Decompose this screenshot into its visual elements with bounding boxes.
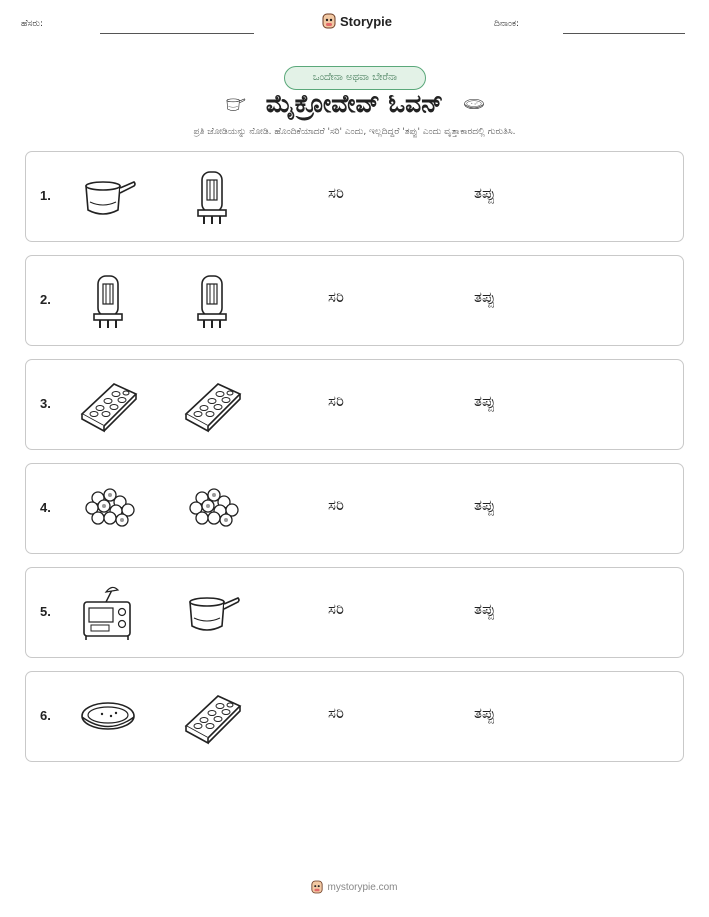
option-correct[interactable]: ಸರಿ [328, 600, 344, 618]
option-wrong[interactable]: ತಪ್ಪು [474, 392, 496, 410]
name-label: ಹೆಸರು: [21, 19, 44, 29]
magnetron-icon [182, 270, 242, 330]
option-correct[interactable]: ಸರಿ [328, 704, 344, 722]
magnetron-icon [78, 270, 138, 330]
question-row [25, 567, 684, 658]
brand-logo [322, 13, 392, 29]
question-row [25, 359, 684, 450]
tray-icon [78, 374, 138, 434]
bowl-icon [457, 93, 491, 115]
cup-icon [218, 93, 252, 115]
page-title: ಮೈಕ್ರೋವೇವ್ ಓವನ್ [265, 89, 444, 118]
option-wrong[interactable]: ತಪ್ಪು [474, 496, 496, 514]
name-field-line[interactable] [100, 33, 254, 34]
microwave-icon [78, 582, 138, 642]
title-row [0, 89, 709, 119]
question-row [25, 255, 684, 346]
question-number: 1. [40, 188, 51, 203]
option-wrong[interactable]: ತಪ್ಪು [474, 184, 496, 202]
date-label: ದಿನಾಂಕ: [494, 19, 520, 29]
date-field-line[interactable] [563, 33, 685, 34]
magnetron-icon [182, 166, 242, 226]
option-wrong[interactable]: ತಪ್ಪು [474, 288, 496, 306]
worksheet-type-badge: ಒಂದೇನಾ ಅಥವಾ ಬೇರೆನಾ [284, 66, 426, 90]
question-row [25, 151, 684, 242]
option-wrong[interactable]: ತಪ್ಪು [474, 704, 496, 722]
popcorn-icon [78, 478, 138, 538]
option-correct[interactable]: ಸರಿ [328, 288, 344, 306]
question-number: 4. [40, 500, 51, 515]
instructions: ಪ್ರತಿ ಜೋಡಿಯನ್ನು ನೋಡಿ. ಹೊಂದಿಕೆಯಾದರೆ 'ಸರಿ' ಎಂದು, ಇಲ್ಲದಿದ್ದರೆ 'ತಪ್ಪು' ಎಂದು ವೃತ್ತಾಕಾರದಲ್ಲಿ ಗುರುತಿಸಿ. [193, 127, 516, 137]
option-correct[interactable]: ಸರಿ [328, 392, 344, 410]
option-correct[interactable]: ಸರಿ [328, 184, 344, 202]
brand-name: Storypie [340, 13, 393, 29]
storypie-mascot-icon [322, 13, 336, 29]
cup-icon [182, 582, 242, 642]
cup-icon [78, 166, 138, 226]
tray-icon [182, 374, 242, 434]
footer-url: mystorypie.com [327, 881, 398, 893]
question-row [25, 671, 684, 762]
question-number: 6. [40, 708, 51, 723]
storypie-mascot-icon [311, 880, 323, 894]
option-correct[interactable]: ಸರಿ [328, 496, 344, 514]
bowl-icon [78, 686, 138, 746]
footer [0, 880, 709, 894]
question-row [25, 463, 684, 554]
question-number: 3. [40, 396, 51, 411]
question-number: 2. [40, 292, 51, 307]
tray-icon [182, 686, 242, 746]
option-wrong[interactable]: ತಪ್ಪು [474, 600, 496, 618]
popcorn-icon [182, 478, 242, 538]
question-number: 5. [40, 604, 51, 619]
